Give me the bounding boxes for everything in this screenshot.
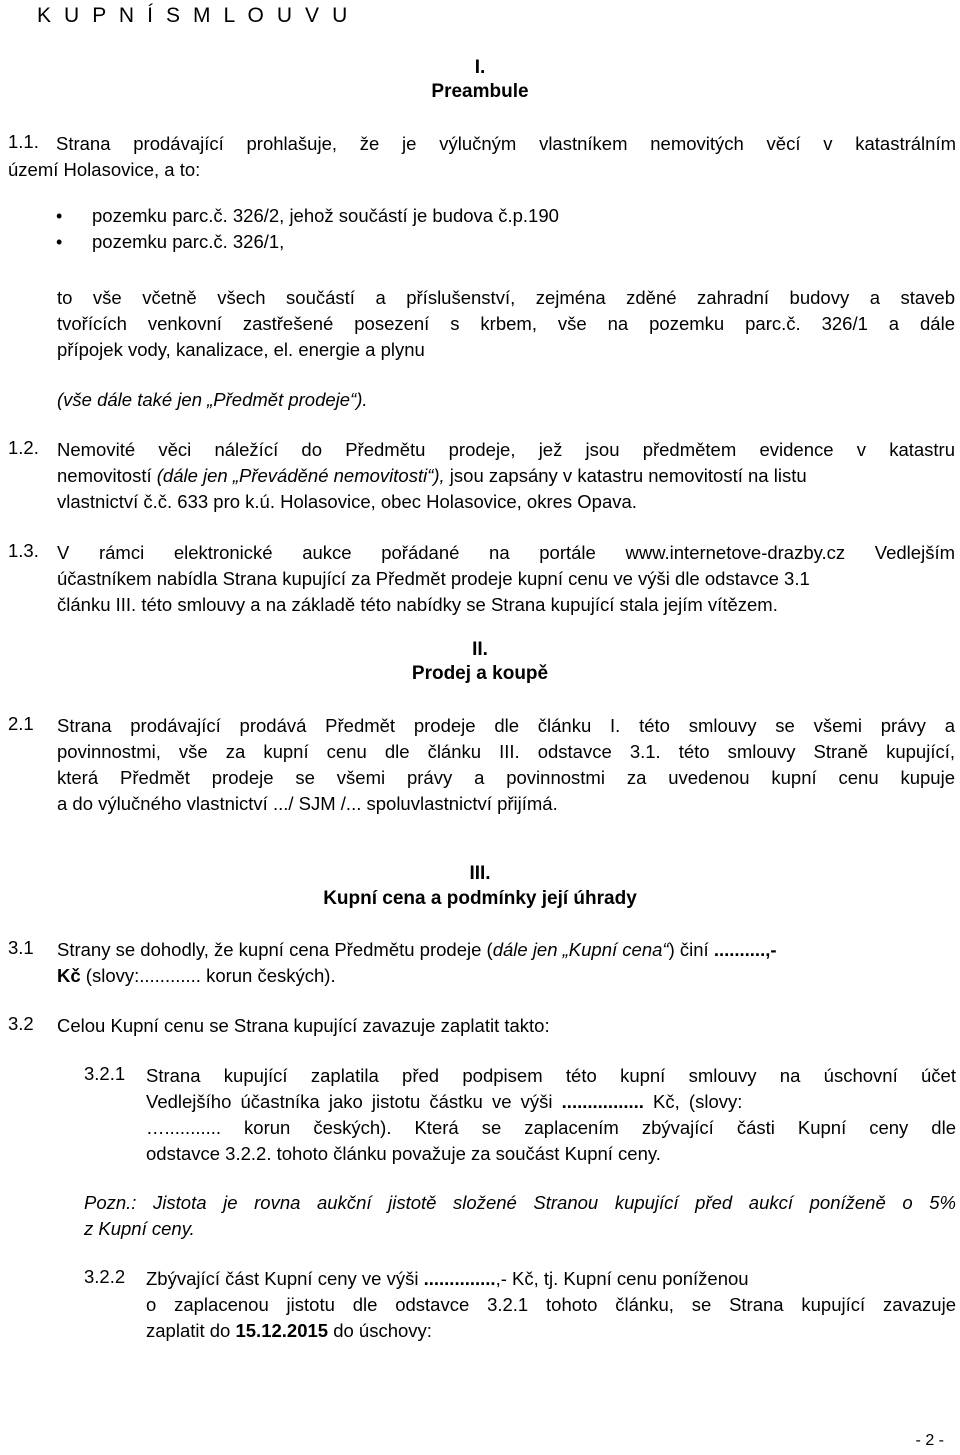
subject-of-sale-note: (vše dále také jen „Předmět prodeje“). bbox=[57, 389, 368, 410]
defined-term: dále jen „Kupní cena“ bbox=[492, 939, 669, 960]
clause-2-1-number: 2.1 bbox=[8, 713, 34, 734]
clause-1-3-number: 1.3. bbox=[8, 540, 39, 561]
section-1-number: I. bbox=[474, 57, 486, 78]
remaining-price-blank: .............. bbox=[423, 1268, 496, 1289]
page-number: - 2 - bbox=[915, 1432, 944, 1449]
clause-3-1-line-1 bbox=[57, 937, 957, 963]
defined-term: (dále jen „Převáděné nemovitosti“), bbox=[156, 465, 445, 486]
text-span: nemovitostí bbox=[57, 465, 157, 486]
text-span: jsou zapsány v katastru nemovitostí na listu bbox=[444, 465, 807, 486]
text-span: Strany se dohodly, že kupní cena Předmětu prodeje ( bbox=[57, 939, 493, 960]
clause-1-3-line-3: článku III. této smlouvy a na základě této nabídky se Strana kupující stala jejím vítězem. bbox=[57, 594, 778, 615]
text-span: (slovy:............ korun českých). bbox=[80, 965, 336, 986]
clause-3-2-1-line-1: Strana kupující zaplatila před podpisem této kupní smlouvy na úschovní účet bbox=[146, 1065, 956, 1086]
clause-3-2-1-line-3: …........... korun českých). Která se zaplacením zbývající části Kupní ceny dle bbox=[146, 1117, 956, 1138]
contract-title: K U P N Í S M L O U V U bbox=[37, 4, 351, 27]
note-line-2: z Kupní ceny. bbox=[84, 1218, 195, 1239]
clause-1-3-line-2: účastníkem nabídla Strana kupující za Předmět prodeje kupní cenu ve výši dle odstavce 3.1 bbox=[57, 568, 810, 589]
list-item: • pozemku parc.č. 326/1, bbox=[36, 229, 559, 255]
clause-3-2-line-1: Celou Kupní cenu se Strana kupující zavazuje zaplatit takto: bbox=[57, 1015, 550, 1036]
deposit-blank: ................ bbox=[561, 1091, 644, 1112]
section-1-heading: Preambule bbox=[431, 81, 529, 102]
clause-1-2-line-1: Nemovité věci náležící do Předmětu prodeje, jež jsou předmětem evidence v katastru bbox=[57, 439, 955, 460]
clause-1-1-number: 1.1. bbox=[8, 131, 39, 152]
clause-1-1-line-1: Strana prodávající prohlašuje, že je výlučným vlastníkem nemovitých věcí v katastrálním bbox=[56, 133, 956, 154]
price-blank: ..........,- bbox=[713, 939, 777, 960]
clause-3-2-2-number: 3.2.2 bbox=[84, 1266, 126, 1287]
section-2-heading: Prodej a koupě bbox=[411, 663, 549, 684]
clause-1-2-number: 1.2. bbox=[8, 437, 39, 458]
clause-3-2-2-line-1 bbox=[146, 1266, 956, 1292]
text-span: ) činí bbox=[668, 939, 714, 960]
text-span: Zbývající část Kupní ceny ve výši bbox=[146, 1268, 424, 1289]
clause-3-2-1-line-2 bbox=[146, 1089, 956, 1115]
scope-line-2: tvořících venkovní zastřešené posezení s krbem, vše na pozemku parc.č. 326/1 a dále bbox=[57, 313, 955, 334]
clause-1-1-line-2: území Holasovice, a to: bbox=[8, 159, 201, 180]
clause-1-2-line-2 bbox=[57, 463, 955, 489]
text-span: Kč, (slovy: bbox=[643, 1091, 743, 1112]
section-3-heading: Kupní cena a podmínky její úhrady bbox=[323, 888, 637, 909]
clause-2-1-line-4: a do výlučného vlastnictví .../ SJM /... spoluvlastnictví přijímá. bbox=[57, 793, 558, 814]
clause-2-1-line-3: která Předmět prodeje se všemi právy a povinnostmi za uvedenou kupní cenu kupuje bbox=[57, 767, 955, 788]
clause-1-3-line-1: V rámci elektronické aukce pořádané na portále www.internetove-drazby.cz Vedlejším bbox=[57, 542, 955, 563]
list-item: • pozemku parc.č. 326/2, jehož součástí je budova č.p.190 bbox=[36, 203, 559, 229]
currency-label: Kč bbox=[57, 965, 81, 986]
scope-line-3: přípojek vody, kanalizace, el. energie a plynu bbox=[57, 339, 425, 360]
clause-3-2-1-number: 3.2.1 bbox=[84, 1063, 126, 1084]
payment-date: 15.12.2015 bbox=[235, 1320, 329, 1341]
clause-3-1-line-2 bbox=[57, 963, 955, 989]
text-span: Vedlejšího účastníka jako jistotu částku ve výši bbox=[146, 1091, 562, 1112]
section-2-number: II. bbox=[472, 639, 488, 660]
text-span: zaplatit do bbox=[146, 1320, 236, 1341]
clause-3-2-2-line-3 bbox=[146, 1318, 956, 1344]
clause-1-2-line-3: vlastnictví č.č. 633 pro k.ú. Holasovice, obec Holasovice, okres Opava. bbox=[57, 491, 637, 512]
text-span: do úschovy: bbox=[328, 1320, 432, 1341]
clause-2-1-line-1: Strana prodávající prodává Předmět prodeje dle článku I. této smlouvy se všemi právy a bbox=[57, 715, 955, 736]
text-span: ,- Kč, tj. Kupní cenu poníženou bbox=[495, 1268, 749, 1289]
clause-3-2-1-line-4: odstavce 3.2.2. tohoto článku považuje za součást Kupní ceny. bbox=[146, 1143, 661, 1164]
clause-3-2-number: 3.2 bbox=[8, 1013, 34, 1034]
scope-line-1: to vše včetně všech součástí a příslušenství, zejména zděné zahradní budovy a staveb bbox=[57, 287, 955, 308]
note-line-1: Pozn.: Jistota je rovna aukční jistotě složené Stranou kupující před aukcí poníženě o 5% bbox=[84, 1192, 956, 1213]
clause-3-2-2-line-2: o zaplacenou jistotu dle odstavce 3.2.1 tohoto článku, se Strana kupující zavazuje bbox=[146, 1294, 956, 1315]
clause-3-1-number: 3.1 bbox=[8, 937, 34, 958]
clause-2-1-line-2: povinnostmi, vše za kupní cenu dle článku III. odstavce 3.1. této smlouvy Straně kupující, bbox=[57, 741, 955, 762]
property-list bbox=[36, 203, 559, 255]
section-3-number: III. bbox=[469, 863, 491, 884]
